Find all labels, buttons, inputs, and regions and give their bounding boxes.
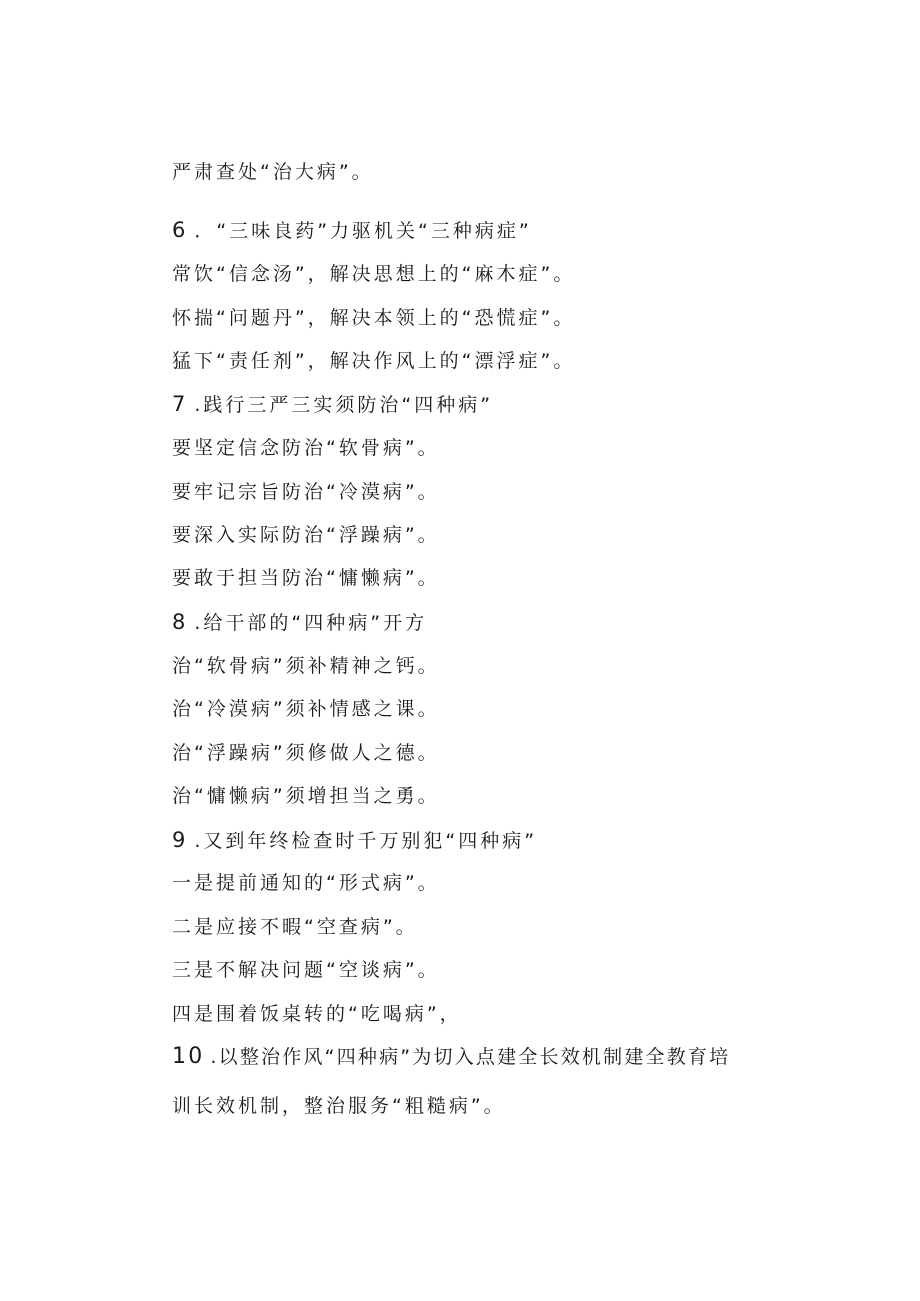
section-heading-10: 10 .以整治作风“四种病”为切入点建全长效机制建全教育培 xyxy=(172,1044,731,1069)
paragraph-line: 四是围着饭桌转的“吃喝病”， xyxy=(172,1003,462,1025)
section-heading-7: 7 .践行三严三实须防治“四种病” xyxy=(172,392,494,416)
paragraph-line: 猛下“责任剂”，解决作风上的“漂浮症”。 xyxy=(172,350,576,372)
section-number: 9 xyxy=(172,828,189,852)
paragraph-line: 三是不解决问题“空谈病”。 xyxy=(172,959,440,981)
section-number: 7 xyxy=(172,392,189,416)
paragraph-line: 治“浮躁病”须修做人之德。 xyxy=(172,742,440,764)
paragraph-line: 治“软骨病”须补精神之钙。 xyxy=(172,655,440,677)
section-heading-9: 9 .又到年终检查时千万别犯“四种病” xyxy=(172,828,538,852)
paragraph-line: 要深入实际防治“浮躁病”。 xyxy=(172,524,440,546)
paragraph-line: 常饮“信念汤”，解决思想上的“麻木症”。 xyxy=(172,263,576,285)
section-number: 8 xyxy=(172,610,189,634)
paragraph-line: 二是应接不暇“空查病”。 xyxy=(172,916,418,938)
paragraph-line: 要坚定信念防治“软骨病”。 xyxy=(172,437,440,459)
paragraph-line: 治“冷漠病”须补情感之课。 xyxy=(172,698,440,720)
section-heading-6: 6 ．“三味良药”力驱机关“三种病症” xyxy=(172,218,532,242)
paragraph-line: 要牢记宗旨防治“冷漠病”。 xyxy=(172,481,440,503)
paragraph-line: 严肃查处“治大病”。 xyxy=(172,161,374,183)
paragraph-line: 训长效机制，整治服务“粗糙病”。 xyxy=(172,1095,506,1117)
section-heading-8: 8 .给干部的“四种病”开方 xyxy=(172,610,428,634)
paragraph-line: 一是提前通知的“形式病”。 xyxy=(172,872,440,894)
paragraph-line: 怀揣“问题丹”，解决本领上的“恐慌症”。 xyxy=(172,307,576,329)
paragraph-line: 要敢于担当防治“慵懒病”。 xyxy=(172,567,440,589)
section-number: 10 xyxy=(172,1044,205,1069)
paragraph-line: 治“慵懒病”须增担当之勇。 xyxy=(172,785,440,807)
section-number: 6 xyxy=(172,218,189,242)
